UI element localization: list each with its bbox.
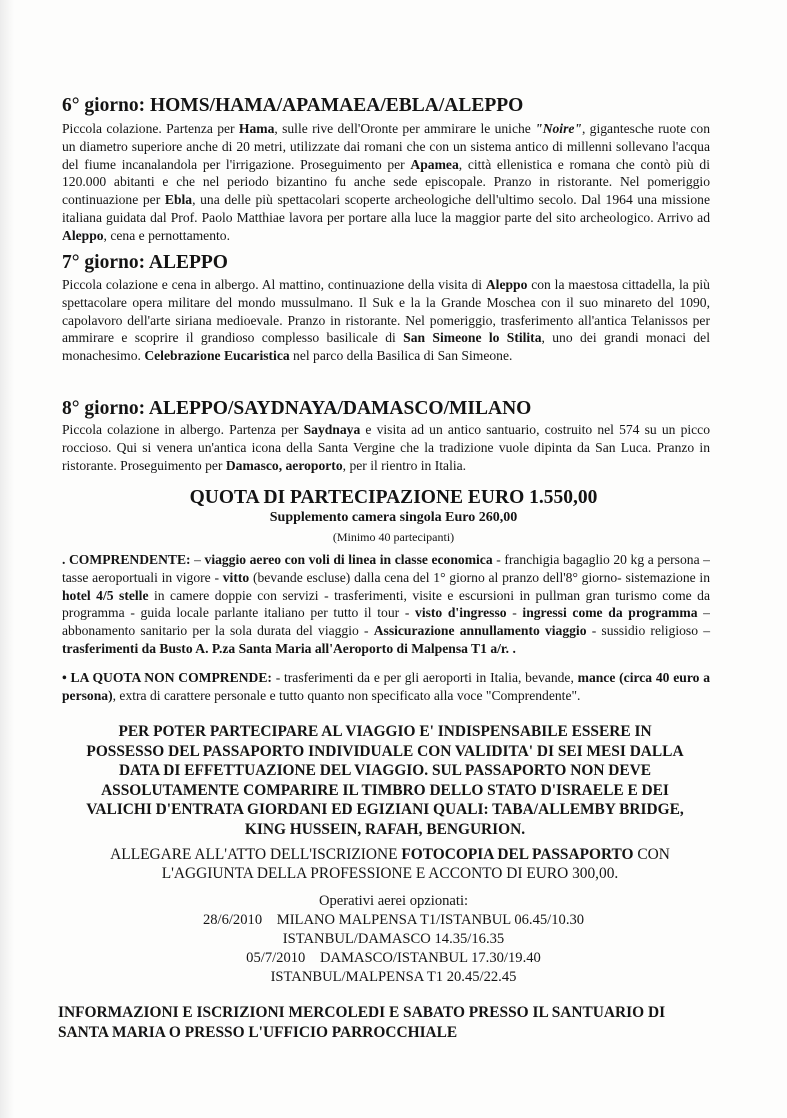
flight-line: ISTANBUL/MALPENSA T1 20.45/22.45 xyxy=(270,969,517,985)
text-run: Piccola colazione in albergo. Partenza per xyxy=(62,422,304,437)
bold-text: hotel 4/5 stelle xyxy=(62,587,149,603)
included-services xyxy=(62,551,710,658)
bold-text: visto d'ingresso xyxy=(415,605,507,621)
bold-text: Hama xyxy=(238,121,275,136)
bold-text: "Noire" xyxy=(535,121,582,136)
text-run: nel parco della Basilica di San Simeone. xyxy=(289,348,513,364)
text-run: – abbonamento sanitario per la sola durata del viaggio - xyxy=(62,605,710,639)
text-run: , extra di carattere personale e tutto quanto non specificato alla voce "Comprendente". xyxy=(112,687,581,703)
text-run: Piccola colazione. Partenza per xyxy=(62,121,239,136)
bold-text: trasferimenti da Busto A. P.za Santa Maria all'Aeroporto di Malpensa T1 a/r. . xyxy=(62,640,516,656)
bold-text: Celebrazione Eucaristica xyxy=(144,348,290,364)
passport-copy-instruction xyxy=(60,845,720,883)
day7-paragraph xyxy=(62,276,710,365)
quota-title: QUOTA DI PARTECIPAZIONE EURO 1.550,00 xyxy=(189,487,598,508)
bold-text: . COMPRENDENTE: xyxy=(62,552,191,567)
flight-schedule-heading: Operativi aerei opzionati: xyxy=(318,893,469,909)
text-run: e visita ad un antico santuario, costruito nel 574 su un picco roccioso. Qui si venera un'antica icona della Santa Vergine che la tradizione vuole dipinta da San Luca. Pranzo in ristorante. Proseguimento per xyxy=(62,422,711,473)
flight-line: ISTANBUL/DAMASCO 14.35/16.35 xyxy=(282,931,505,947)
text-run: – xyxy=(190,552,205,567)
passport-notice-line: DATA DI EFFETTUAZIONE DEL VIAGGIO. SUL PASSAPORTO NON DEVE xyxy=(118,762,652,780)
info-line: SANTA MARIA O PRESSO L'UFFICIO PARROCCHIALE xyxy=(58,1023,458,1041)
text-run: , uno dei grandi monaci del monachesimo. xyxy=(62,330,710,364)
text-run: - sussidio religioso – xyxy=(586,623,710,639)
allegare-line-1: ALLEGARE ALL'ATTO DELL'ISCRIZIONE FOTOCOPIA DEL PASSAPORTO CON xyxy=(110,846,670,863)
text-run: , cena e pernottamento. xyxy=(103,227,230,243)
text-run: , gigantesche ruote con un diametro superiore anche di 20 metri, utilizzate dai romani che con un sistema antico di millenni sollevano l'acqua del fiume incanalandola per l'irrigazione. Proseguimento per xyxy=(62,121,711,172)
bold-text: San Simeone lo Stilita xyxy=(403,330,542,346)
bold-text: viaggio aereo con voli di linea in classe economica xyxy=(204,552,493,567)
flight-line: 28/6/2010 MILANO MALPENSA T1/ISTANBUL 06.45/10.30 xyxy=(202,912,585,928)
bold-text: Damasco, aeroporto xyxy=(225,457,343,473)
bold-text: • LA QUOTA NON COMPRENDE: xyxy=(62,670,272,685)
text-run: - franchigia bagaglio 20 kg a persona – tasse aeroportuali in vigore - xyxy=(62,552,710,585)
bold-text: Ebla xyxy=(164,192,193,208)
text-run: , una delle più spettacolari scoperte archeologiche dell'ultimo secolo. Dal 1964 una missione italiana guidata dal Prof. Paolo Matthiae lavora per portare alla luce la maggior parte del sito archeologico. Arrivo ad xyxy=(62,192,710,225)
flight-schedule xyxy=(0,892,787,987)
minimum-participants: (Minimo 40 partecipanti) xyxy=(332,530,455,544)
bold-text: Saydnaya xyxy=(303,422,361,437)
bold-text: ingressi come da programma xyxy=(522,605,698,621)
day8-paragraph xyxy=(62,421,710,474)
passport-notice-line: PER POTER PARTECIPARE AL VIAGGIO E' INDISPENSABILE ESSERE IN xyxy=(118,723,652,740)
excluded-services xyxy=(62,669,710,705)
passport-notice-line: ASSOLUTAMENTE COMPARIRE IL TIMBRO DELLO STATO D'ISRAELE E DEI xyxy=(101,781,669,799)
passport-notice xyxy=(55,722,715,840)
text-run: con la maestosa cittadella, la più spettacolare opera militare del mondo mussulmano. Il Suk e la la Grande Moschea con il suo minareto del 1090, capolavoro dell'arte siriana medioevale. Pranzo in ristorante. Nel pomeriggio, trasferimento all'antica Telanissos per ammirare e scoprire il grandioso complesso basilicale di xyxy=(62,277,710,346)
text-run: , sulle rive dell'Oronte per ammirare le uniche xyxy=(274,121,536,136)
info-line: INFORMAZIONI E ISCRIZIONI MERCOLEDI E SABATO PRESSO IL SANTUARIO DI xyxy=(58,1004,666,1021)
text-run: - xyxy=(506,605,523,621)
day8-title: 8° giorno: ALEPPO/SAYDNAYA/DAMASCO/MILANO xyxy=(62,398,532,419)
text-run: in camere doppie con servizi - trasferimenti, visite e escursioni in pullman gran turismo come da programma - guida locale parlante italiano per tutto il tour - xyxy=(62,587,710,621)
day6-paragraph xyxy=(62,120,710,245)
passport-notice-line: VALICHI D'ENTRATA GIORDANI ED EGIZIANI QUALI: TABA/ALLEMBY BRIDGE, xyxy=(86,801,684,819)
day6-title: 6° giorno: HOMS/HAMA/APAMAEA/EBLA/ALEPPO xyxy=(62,95,524,116)
text-run: - trasferimenti da e per gli aeroporti in Italia, bevande, xyxy=(271,670,578,685)
bold-text: Assicurazione annullamento viaggio xyxy=(373,623,587,639)
registration-info xyxy=(58,1003,738,1042)
bold-text: Apamea xyxy=(410,156,459,172)
allegare-line-2: L'AGGIUNTA DELLA PROFESSIONE E ACCONTO DI EURO 300,00. xyxy=(161,865,619,882)
bold-text: vitto xyxy=(222,569,250,585)
bold-text: Aleppo xyxy=(485,277,528,292)
passport-notice-line: POSSESSO DEL PASSAPORTO INDIVIDUALE CON VALIDITA' DI SEI MESI DALLA xyxy=(86,742,684,760)
passport-notice-line: KING HUSSEIN, RAFAH, BENGURION. xyxy=(244,820,526,838)
text-run: (bevande escluse) dalla cena del 1° giorno al pranzo dell'8° giorno- sistemazione in xyxy=(249,569,711,585)
text-run: Piccola colazione e cena in albergo. Al mattino, continuazione della visita di xyxy=(62,277,486,292)
flight-line: 05/7/2010 DAMASCO/ISTANBUL 17.30/19.40 xyxy=(246,950,541,966)
single-room-supplement: Supplemento camera singola Euro 260,00 xyxy=(269,510,518,525)
text-run: , città ellenistica e romana che contò più di 120.000 abitanti e che nel periodo bizantino fu anche sede episcopale. Pranzo in ristorante. Nel pomeriggio continuazione per xyxy=(62,156,710,208)
day7-title: 7° giorno: ALEPPO xyxy=(62,252,228,273)
bold-text: mance (circa 40 euro a persona) xyxy=(62,670,710,703)
bold-text: Aleppo xyxy=(62,227,104,243)
text-run: , per il rientro in Italia. xyxy=(342,457,467,473)
